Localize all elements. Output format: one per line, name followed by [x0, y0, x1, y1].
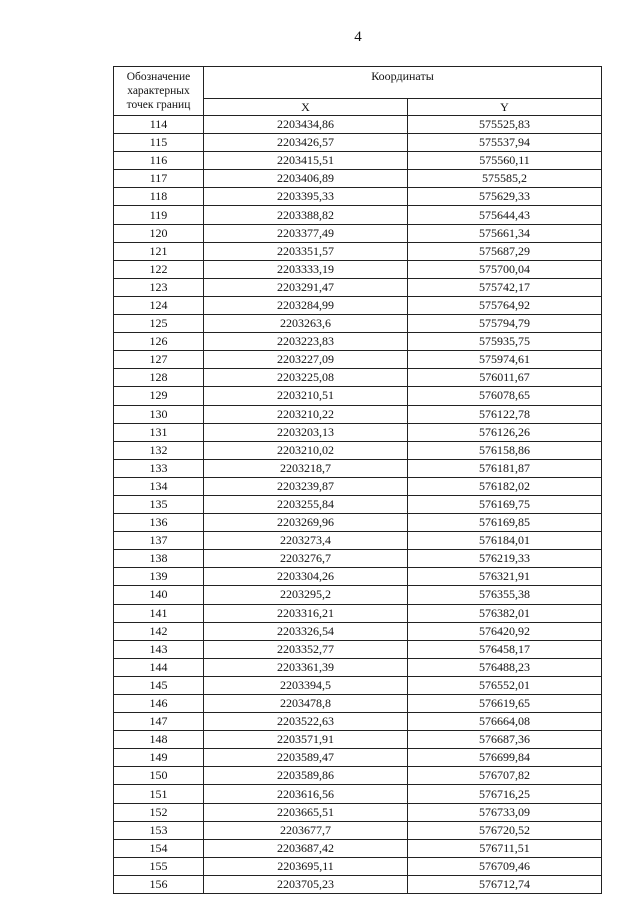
x-coordinate-cell: 2203395,33 [204, 188, 408, 206]
y-coordinate-cell: 575560,11 [408, 152, 602, 170]
y-coordinate-cell: 575742,17 [408, 278, 602, 296]
x-coordinate-cell: 2203291,47 [204, 278, 408, 296]
y-coordinate-cell: 576321,91 [408, 568, 602, 586]
x-coordinate-cell: 2203616,56 [204, 785, 408, 803]
y-coordinate-cell: 576169,75 [408, 495, 602, 513]
y-coordinate-cell: 576712,74 [408, 875, 602, 893]
x-coordinate-cell: 2203434,86 [204, 116, 408, 134]
point-cell: 145 [114, 676, 204, 694]
point-column-header [114, 67, 204, 116]
x-coordinate-cell: 2203316,21 [204, 604, 408, 622]
x-coordinate-cell: 2203351,57 [204, 242, 408, 260]
point-header-line-3: точек границ [126, 99, 191, 111]
y-coordinate-cell: 575935,75 [408, 333, 602, 351]
table-row [114, 152, 602, 170]
x-coordinate-cell: 2203295,2 [204, 586, 408, 604]
point-cell: 133 [114, 459, 204, 477]
point-cell: 140 [114, 586, 204, 604]
point-cell: 129 [114, 387, 204, 405]
point-header-line-2: характерных [127, 85, 190, 97]
x-coordinate-cell: 2203377,49 [204, 224, 408, 242]
x-coordinate-cell: 2203589,86 [204, 767, 408, 785]
point-cell: 122 [114, 260, 204, 278]
x-coordinate-cell: 2203284,99 [204, 296, 408, 314]
x-coordinate-cell: 2203326,54 [204, 622, 408, 640]
point-cell: 149 [114, 749, 204, 767]
x-coordinate-cell: 2203415,51 [204, 152, 408, 170]
table-row [114, 242, 602, 260]
table-row [114, 224, 602, 242]
table-row [114, 622, 602, 640]
point-cell: 114 [114, 116, 204, 134]
y-coordinate-cell: 575687,29 [408, 242, 602, 260]
point-cell: 141 [114, 604, 204, 622]
point-cell: 119 [114, 206, 204, 224]
point-cell: 142 [114, 622, 204, 640]
y-coordinate-cell: 576664,08 [408, 713, 602, 731]
table-row [114, 369, 602, 387]
y-coordinate-cell: 575661,34 [408, 224, 602, 242]
table-row [114, 387, 602, 405]
table-row [114, 785, 602, 803]
x-coordinate-cell: 2203203,13 [204, 423, 408, 441]
x-coordinate-cell: 2203589,47 [204, 749, 408, 767]
table-row [114, 315, 602, 333]
table-row [114, 749, 602, 767]
table-row [114, 514, 602, 532]
y-coordinate-cell: 576122,78 [408, 405, 602, 423]
y-coordinate-cell: 576184,01 [408, 532, 602, 550]
table-row [114, 423, 602, 441]
x-column-header: X [204, 99, 408, 116]
point-cell: 118 [114, 188, 204, 206]
x-coordinate-cell: 2203705,23 [204, 875, 408, 893]
x-coordinate-cell: 2203352,77 [204, 640, 408, 658]
point-cell: 152 [114, 803, 204, 821]
y-coordinate-cell: 576619,65 [408, 695, 602, 713]
y-coordinate-cell: 576355,38 [408, 586, 602, 604]
point-cell: 127 [114, 351, 204, 369]
y-coordinate-cell: 576711,51 [408, 839, 602, 857]
y-coordinate-cell: 576709,46 [408, 857, 602, 875]
y-coordinate-cell: 575794,79 [408, 315, 602, 333]
point-cell: 131 [114, 423, 204, 441]
point-cell: 147 [114, 713, 204, 731]
y-coordinate-cell: 576078,65 [408, 387, 602, 405]
point-cell: 134 [114, 477, 204, 495]
x-coordinate-cell: 2203571,91 [204, 731, 408, 749]
y-coordinate-cell: 576158,86 [408, 441, 602, 459]
table-row [114, 459, 602, 477]
y-coordinate-cell: 576126,26 [408, 423, 602, 441]
point-header-line-1: Обозначение [126, 71, 191, 83]
table-row [114, 767, 602, 785]
y-coordinate-cell: 575585,2 [408, 170, 602, 188]
table-row [114, 116, 602, 134]
y-coordinate-cell: 576733,09 [408, 803, 602, 821]
point-cell: 124 [114, 296, 204, 314]
table-row [114, 477, 602, 495]
y-coordinate-cell: 576552,01 [408, 676, 602, 694]
x-coordinate-cell: 2203333,19 [204, 260, 408, 278]
x-coordinate-cell: 2203269,96 [204, 514, 408, 532]
y-coordinate-cell: 576699,84 [408, 749, 602, 767]
x-coordinate-cell: 2203406,89 [204, 170, 408, 188]
y-coordinate-cell: 576420,92 [408, 622, 602, 640]
point-cell: 151 [114, 785, 204, 803]
table-row [114, 658, 602, 676]
x-coordinate-cell: 2203273,4 [204, 532, 408, 550]
table-row [114, 188, 602, 206]
point-cell: 144 [114, 658, 204, 676]
x-coordinate-cell: 2203665,51 [204, 803, 408, 821]
y-coordinate-cell: 576720,52 [408, 821, 602, 839]
point-cell: 115 [114, 134, 204, 152]
x-coordinate-cell: 2203239,87 [204, 477, 408, 495]
point-cell: 150 [114, 767, 204, 785]
y-coordinate-cell: 576169,85 [408, 514, 602, 532]
y-column-header: Y [408, 99, 602, 116]
point-cell: 155 [114, 857, 204, 875]
point-cell: 153 [114, 821, 204, 839]
x-coordinate-cell: 2203227,09 [204, 351, 408, 369]
y-coordinate-cell: 575629,33 [408, 188, 602, 206]
table-row [114, 839, 602, 857]
x-coordinate-cell: 2203687,42 [204, 839, 408, 857]
x-coordinate-cell: 2203263,6 [204, 315, 408, 333]
y-coordinate-cell: 575700,04 [408, 260, 602, 278]
y-coordinate-cell: 576716,25 [408, 785, 602, 803]
x-coordinate-cell: 2203225,08 [204, 369, 408, 387]
x-coordinate-cell: 2203210,51 [204, 387, 408, 405]
point-cell: 121 [114, 242, 204, 260]
table-body [114, 116, 602, 894]
point-cell: 130 [114, 405, 204, 423]
x-coordinate-cell: 2203426,57 [204, 134, 408, 152]
x-coordinate-cell: 2203210,02 [204, 441, 408, 459]
x-coordinate-cell: 2203304,26 [204, 568, 408, 586]
table-row [114, 170, 602, 188]
table-row [114, 441, 602, 459]
x-coordinate-cell: 2203210,22 [204, 405, 408, 423]
point-cell: 132 [114, 441, 204, 459]
y-coordinate-cell: 575644,43 [408, 206, 602, 224]
point-cell: 123 [114, 278, 204, 296]
point-cell: 154 [114, 839, 204, 857]
y-coordinate-cell: 575764,92 [408, 296, 602, 314]
table-row [114, 857, 602, 875]
table-row [114, 495, 602, 513]
table-row [114, 875, 602, 893]
table-row [114, 206, 602, 224]
table-row [114, 713, 602, 731]
y-coordinate-cell: 575974,61 [408, 351, 602, 369]
point-cell: 137 [114, 532, 204, 550]
table-row [114, 532, 602, 550]
point-cell: 128 [114, 369, 204, 387]
y-coordinate-cell: 576182,02 [408, 477, 602, 495]
x-coordinate-cell: 2203223,83 [204, 333, 408, 351]
point-cell: 120 [114, 224, 204, 242]
x-coordinate-cell: 2203478,8 [204, 695, 408, 713]
coordinates-header: Координаты [204, 67, 602, 99]
point-cell: 138 [114, 550, 204, 568]
table-row [114, 351, 602, 369]
table-row [114, 676, 602, 694]
point-cell: 126 [114, 333, 204, 351]
y-coordinate-cell: 576181,87 [408, 459, 602, 477]
x-coordinate-cell: 2203695,11 [204, 857, 408, 875]
y-coordinate-cell: 575537,94 [408, 134, 602, 152]
x-coordinate-cell: 2203361,39 [204, 658, 408, 676]
x-coordinate-cell: 2203276,7 [204, 550, 408, 568]
point-cell: 125 [114, 315, 204, 333]
y-coordinate-cell: 576687,36 [408, 731, 602, 749]
point-cell: 116 [114, 152, 204, 170]
table-row [114, 604, 602, 622]
coordinates-table [113, 66, 602, 894]
table-row [114, 695, 602, 713]
y-coordinate-cell: 576707,82 [408, 767, 602, 785]
y-coordinate-cell: 576219,33 [408, 550, 602, 568]
table-row [114, 405, 602, 423]
page-number: 4 [354, 29, 362, 45]
y-coordinate-cell: 576011,67 [408, 369, 602, 387]
y-coordinate-cell: 576382,01 [408, 604, 602, 622]
point-cell: 136 [114, 514, 204, 532]
point-cell: 117 [114, 170, 204, 188]
table-row [114, 278, 602, 296]
x-coordinate-cell: 2203522,63 [204, 713, 408, 731]
point-cell: 143 [114, 640, 204, 658]
y-coordinate-cell: 576488,23 [408, 658, 602, 676]
point-cell: 148 [114, 731, 204, 749]
table-row [114, 821, 602, 839]
point-cell: 139 [114, 568, 204, 586]
table-row [114, 586, 602, 604]
table-row [114, 640, 602, 658]
table-row [114, 550, 602, 568]
x-coordinate-cell: 2203218,7 [204, 459, 408, 477]
table-row [114, 296, 602, 314]
x-coordinate-cell: 2203255,84 [204, 495, 408, 513]
table-row [114, 333, 602, 351]
point-cell: 146 [114, 695, 204, 713]
table-row [114, 731, 602, 749]
x-coordinate-cell: 2203677,7 [204, 821, 408, 839]
table-row [114, 260, 602, 278]
point-cell: 156 [114, 875, 204, 893]
table-row [114, 134, 602, 152]
table-row [114, 803, 602, 821]
x-coordinate-cell: 2203394,5 [204, 676, 408, 694]
y-coordinate-cell: 576458,17 [408, 640, 602, 658]
table-row [114, 568, 602, 586]
point-cell: 135 [114, 495, 204, 513]
x-coordinate-cell: 2203388,82 [204, 206, 408, 224]
y-coordinate-cell: 575525,83 [408, 116, 602, 134]
